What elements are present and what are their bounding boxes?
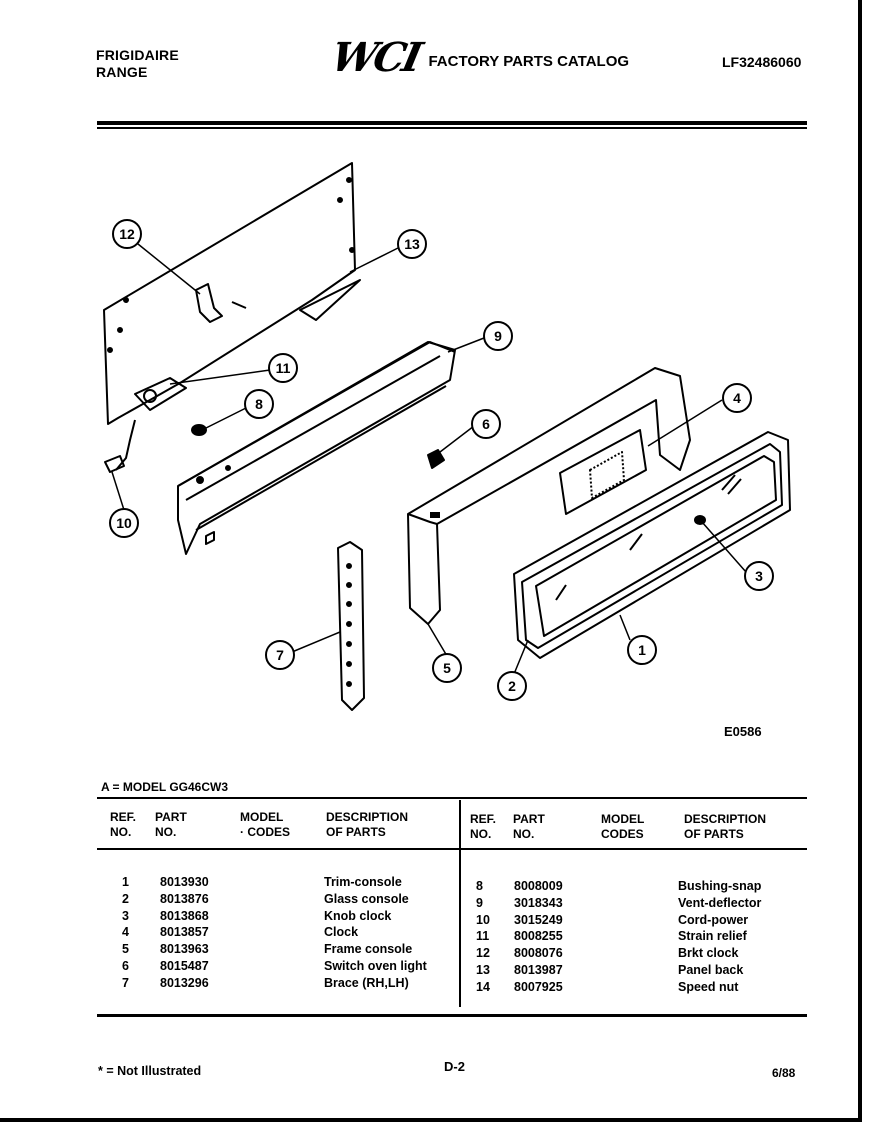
callout-7: 7: [276, 647, 284, 663]
col-part-right: PART NO.: [513, 812, 545, 841]
table-row: 1 8013930 Trim-console: [122, 875, 402, 889]
table-row: 3 8013868 Knob clock: [122, 908, 392, 923]
callout-5: 5: [443, 660, 451, 676]
table-row: 4 8013857 Clock: [122, 925, 359, 940]
table-row: 14 8007925 Speed nut: [476, 979, 739, 994]
callout-1: 1: [638, 642, 646, 658]
col-model-left: MODEL · CODES: [240, 810, 291, 839]
page-number: D-2: [444, 1059, 465, 1074]
wci-logo: WCI: [327, 34, 424, 81]
table-row: 8 8008009 Bushing-snap: [476, 879, 762, 893]
callout-13: 13: [404, 236, 420, 252]
footnote: * = Not Illustrated: [98, 1064, 202, 1078]
header-rule: [97, 121, 807, 125]
parts-list-left: [122, 874, 484, 992]
product-type: RANGE: [96, 64, 148, 80]
header-rule-thin: [97, 127, 807, 129]
col-model-right: MODEL CODES: [601, 812, 645, 841]
callout-10: 10: [116, 515, 132, 531]
table-top-rule: [97, 797, 807, 799]
table-row: 12 8008076 Brkt clock: [476, 946, 739, 961]
table-row: 11 8008255 Strain relief: [476, 929, 747, 944]
callout-4: 4: [733, 390, 741, 406]
exploded-parts-diagram: [0, 140, 880, 770]
table-bottom-rule: [97, 1014, 807, 1017]
table-row: 10 3015249 Cord-power: [476, 912, 749, 927]
callout-6: 6: [482, 416, 490, 432]
col-ref-left: REF. NO.: [110, 810, 137, 839]
callout-8: 8: [255, 396, 263, 412]
model-line: A = MODEL GG46CW3: [101, 780, 229, 794]
figure-code: E0586: [724, 724, 762, 739]
table-row: 5 8013963 Frame console: [122, 942, 413, 957]
table-row: 2 8013876 Glass console: [122, 891, 409, 906]
brand-block: [96, 47, 179, 81]
catalog-header: [327, 34, 630, 81]
catalog-number: LF32486060: [722, 54, 802, 70]
table-row: 9 3018343 Vent-deflector: [476, 895, 762, 910]
table-row: 13 8013987 Panel back: [476, 962, 744, 977]
col-desc-left: DESCRIPTION OF PARTS: [326, 810, 409, 839]
table-header-rule: [97, 848, 807, 850]
catalog-title: FACTORY PARTS CATALOG: [428, 52, 630, 70]
parts-list-right: [476, 878, 838, 996]
table-row: 7 8013296 Brace (RH,LH): [122, 975, 409, 990]
revision-date: 6/88: [772, 1066, 796, 1080]
callout-2: 2: [508, 678, 516, 694]
callout-9: 9: [494, 328, 502, 344]
callout-11: 11: [275, 360, 291, 376]
table-row: 6 8015487 Switch oven light: [122, 958, 427, 973]
col-part-left: PART NO.: [155, 810, 187, 839]
col-ref-right: REF. NO.: [470, 812, 497, 841]
brand-name: FRIGIDAIRE: [96, 47, 179, 63]
col-desc-right: DESCRIPTION OF PARTS: [684, 812, 767, 841]
callout-12: 12: [119, 226, 135, 242]
callout-3: 3: [755, 568, 763, 584]
